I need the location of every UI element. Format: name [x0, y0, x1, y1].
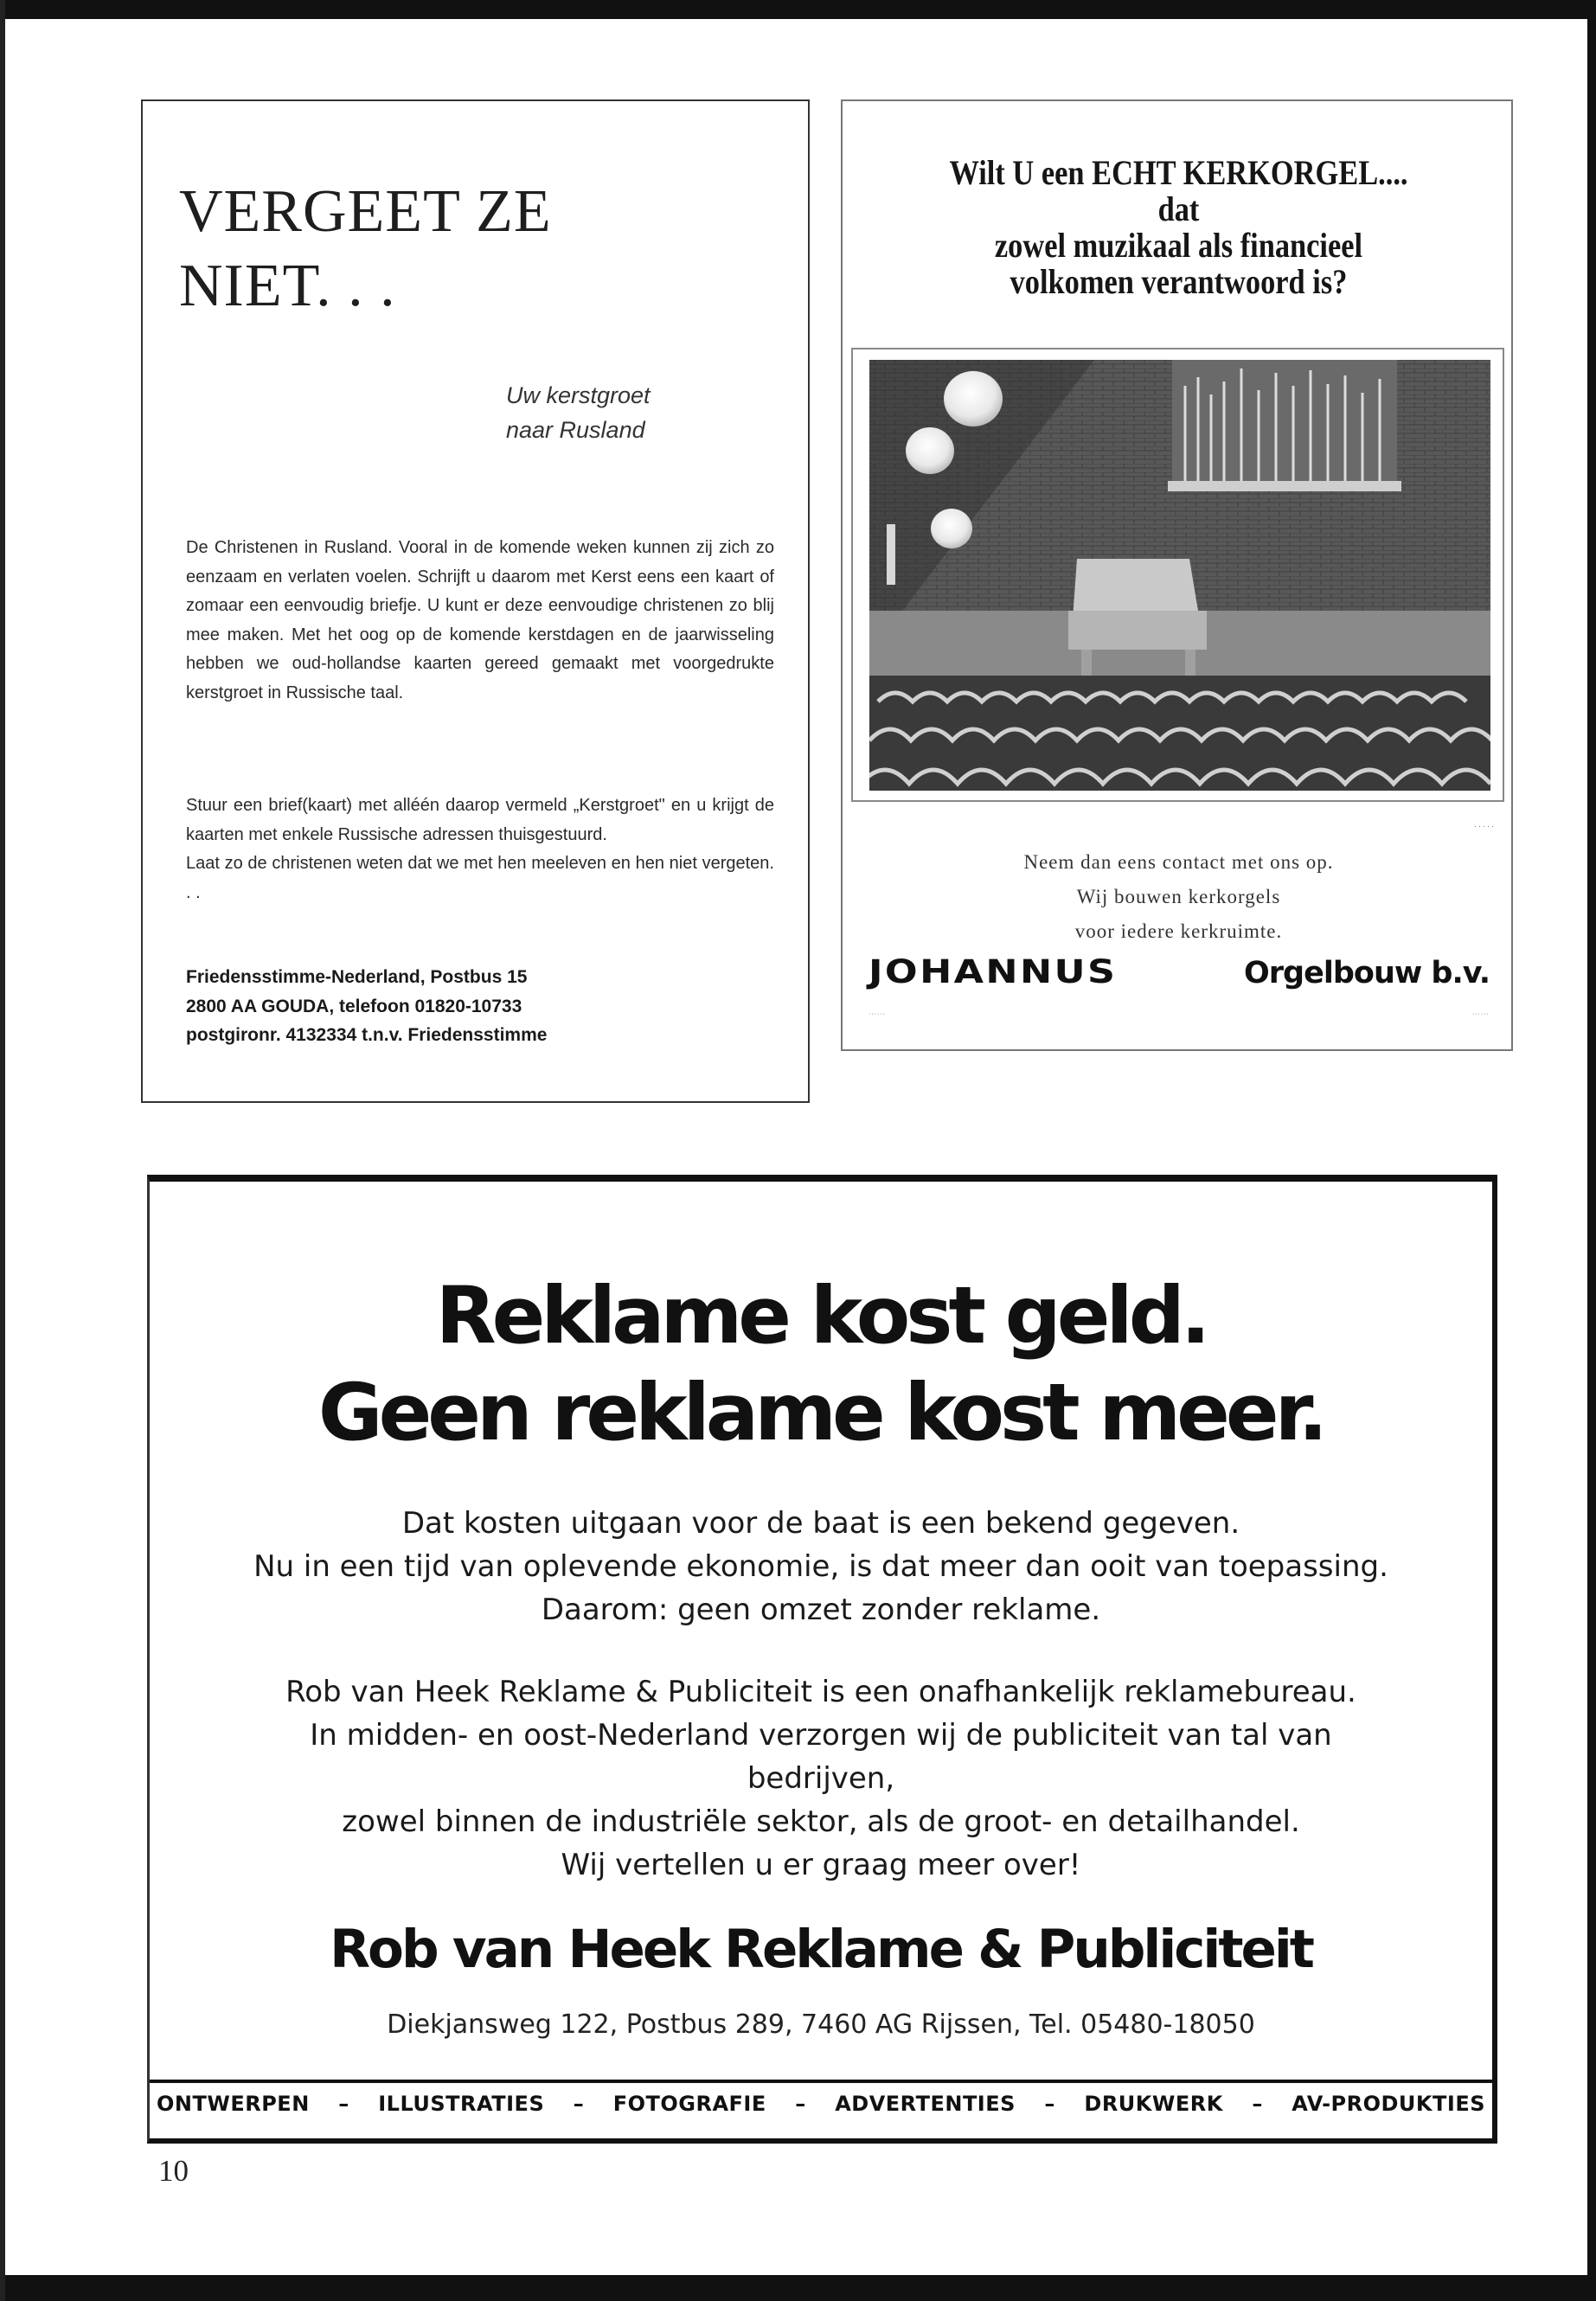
- ad-title-line: VERGEET ZE: [179, 178, 552, 245]
- headline-line: dat: [1157, 189, 1200, 228]
- ad-paragraph-1: [150, 1502, 1492, 1631]
- ad-paragraph: Stuur een brief(kaart) met alléén daarop vermeld „Kerstgroet" en u krijgt de kaarten met enkele Russische adressen thuisgestuurd.: [186, 796, 774, 844]
- company-contact: Diekjansweg 122, Postbus 289, 7460 AG Rijssen, Tel. 05480-18050: [387, 2009, 1255, 2040]
- ad-headline: [889, 155, 1467, 300]
- service-separator: –: [338, 2092, 349, 2116]
- service-separator: –: [1044, 2092, 1055, 2116]
- photo-credit-code: ·····: [1474, 822, 1496, 830]
- paragraph-line: zowel binnen de industriële sektor, als de groot- en detailhandel.: [342, 1804, 1300, 1839]
- ad-subtitle: [506, 378, 766, 447]
- service-separator: –: [573, 2092, 585, 2116]
- page-number: 10: [158, 2154, 189, 2188]
- paragraph-line: In midden- en oost-Nederland verzorgen wij de publiciteit van tal van: [310, 1718, 1332, 1753]
- paragraph-line: Wij vertellen u er graag meer over!: [561, 1848, 1081, 1882]
- slogan-line: Geen reklame kost meer.: [317, 1368, 1324, 1458]
- ad-slogan: [150, 1268, 1492, 1462]
- tagline-line: Neem dan eens contact met ons op.: [1023, 851, 1334, 873]
- tagline-line: voor iedere kerkruimte.: [1074, 920, 1283, 942]
- johannus-logo: [869, 953, 1490, 990]
- services-divider: [150, 2080, 1492, 2083]
- address-line: postgironr. 4132334 t.n.v. Friedensstimme: [186, 1025, 548, 1045]
- address-line: 2800 AA GOUDA, telefoon 01820-10733: [186, 996, 522, 1016]
- service-separator: –: [795, 2092, 806, 2116]
- brand-name: JOHANNUS: [869, 953, 1118, 990]
- paragraph-line: Rob van Heek Reklame & Publiciteit is een onafhankelijk reklamebureau.: [285, 1675, 1356, 1709]
- ad-body: [186, 534, 774, 708]
- fine-print-left: ······: [869, 1011, 886, 1017]
- fine-print-right: ······: [1472, 1011, 1490, 1017]
- brand-suffix: Orgelbouw b.v.: [1244, 956, 1490, 990]
- rob-van-heek-ad: [147, 1175, 1497, 2144]
- slogan-line: Reklame kost geld.: [435, 1271, 1207, 1362]
- ad-subtitle-line: naar Rusland: [506, 417, 645, 443]
- brand-fine-print: [869, 1011, 1490, 1017]
- ad-paragraph: De Christenen in Rusland. Vooral in de komende weken kunnen zij zich zo eenzaam en verlaten voelen. Schrijft u daarom met Kerst eens een kaart of zomaar een eenvoudig briefje. U kunt er deze eenvoudige christenen zo blij mee maken. Met het oog op de komende kerstdagen en de jaarwisseling hebben we oud-hollandse kaarten gereed gemaakt met voorgedrukte kerstgroet in Russische taal.: [186, 538, 774, 702]
- headline-line: zowel muzikaal als financieel: [994, 226, 1363, 265]
- tagline-line: Wij bouwen kerkorgels: [1076, 886, 1281, 907]
- services-list: [150, 2092, 1492, 2116]
- ad-paragraph: Laat zo de christenen weten dat we met hen meeleven en hen niet vergeten. . .: [186, 854, 774, 902]
- organ-photo-frame: [851, 348, 1504, 802]
- service-separator: –: [1252, 2092, 1263, 2116]
- ad-body-instructions: [186, 792, 774, 907]
- ad-title: [179, 175, 552, 324]
- headline-line: Wilt U een ECHT KERKORGEL....: [949, 153, 1408, 192]
- paragraph-line: bedrijven,: [747, 1761, 895, 1796]
- headline-line: volkomen verantwoord is?: [1010, 262, 1348, 301]
- ad-subtitle-line: Uw kerstgroet: [506, 382, 651, 408]
- service-item: ADVERTENTIES: [835, 2092, 1016, 2116]
- service-item: DRUKWERK: [1084, 2092, 1223, 2116]
- address-line: Friedensstimme-Nederland, Postbus 15: [186, 967, 528, 987]
- service-item: ILLUSTRATIES: [378, 2092, 545, 2116]
- service-item: AV-PRODUKTIES: [1292, 2092, 1485, 2116]
- johannus-ad: [841, 99, 1513, 1051]
- page-border-bottom: [0, 2275, 1596, 2301]
- paragraph-line: Nu in een tijd van oplevende ekonomie, is dat meer dan ooit van toepassing.: [253, 1549, 1388, 1584]
- ad-title-line: NIET. . .: [179, 253, 396, 319]
- friedensstimme-ad: [141, 99, 810, 1103]
- paragraph-line: Daarom: geen omzet zonder reklame.: [541, 1593, 1101, 1627]
- ad-paragraph-2: [150, 1670, 1492, 1887]
- company-name: Rob van Heek Reklame & Publiciteit: [330, 1919, 1312, 1980]
- paragraph-line: Dat kosten uitgaan voor de baat is een bekend gegeven.: [401, 1506, 1240, 1541]
- page-border-right: [1587, 0, 1596, 2301]
- service-item: FOTOGRAFIE: [612, 2092, 766, 2116]
- page-border-top: [0, 0, 1596, 19]
- page-border-left: [0, 0, 5, 2301]
- ad-address: [186, 963, 774, 1050]
- service-item: ONTWERPEN: [157, 2092, 310, 2116]
- ad-tagline: [843, 845, 1515, 949]
- church-organ-photo: [869, 360, 1490, 791]
